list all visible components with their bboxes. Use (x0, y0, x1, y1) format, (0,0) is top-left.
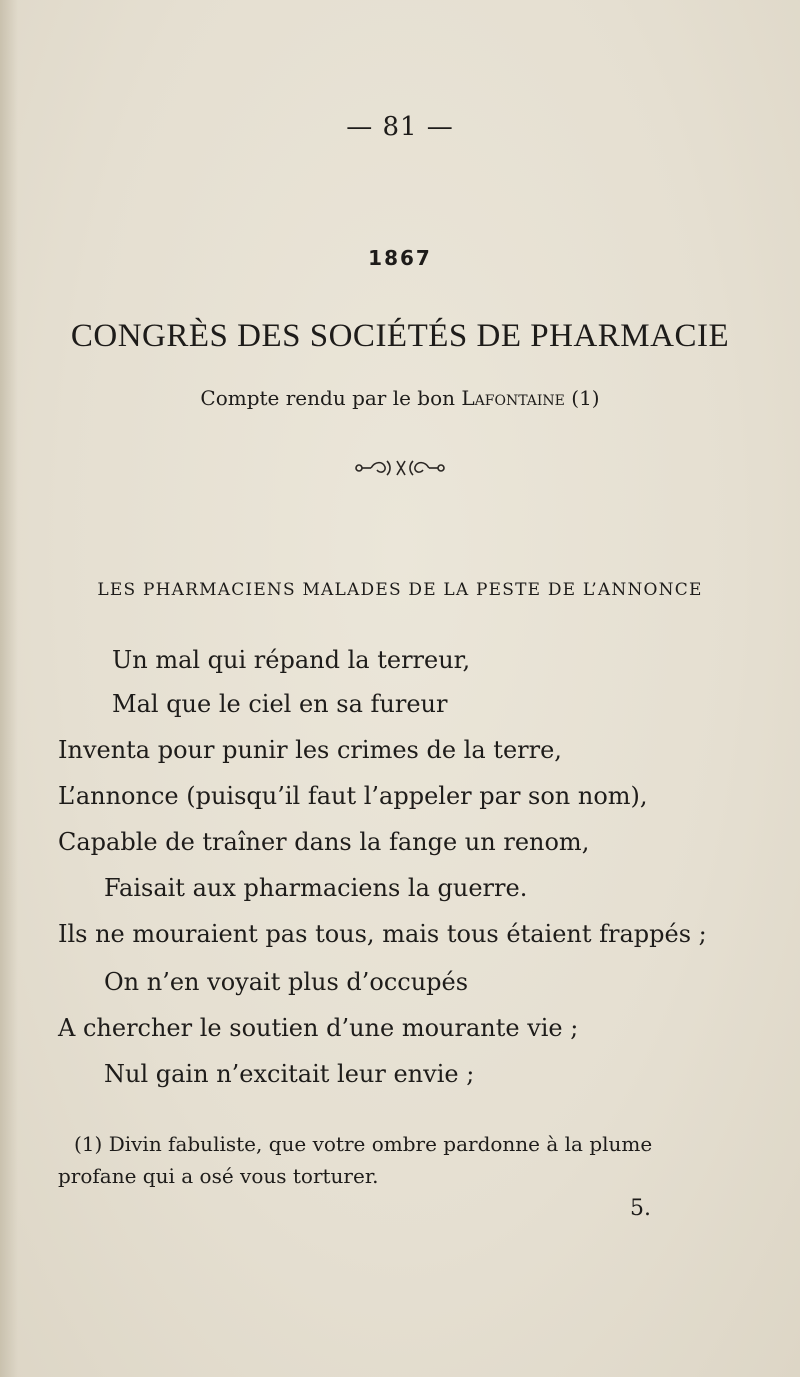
poem-line: A chercher le soutien d’une mourante vie ; (58, 1014, 579, 1042)
footnote (58, 1128, 718, 1192)
subtitle-prefix: Compte rendu par le bon (200, 386, 462, 410)
page-title: CONGRÈS DES SOCIÉTÉS DE PHARMACIE (70, 318, 730, 354)
fleuron-icon (353, 457, 447, 479)
page-edge-shadow (0, 0, 18, 1377)
poem-line: L’annonce (puisqu’il faut l’appeler par son nom), (58, 782, 648, 810)
poem-line: On n’en voyait plus d’occupés (104, 968, 469, 996)
year-heading: 1867 (368, 246, 432, 270)
poem-line: Capable de traîner dans la fange un renom, (58, 828, 590, 856)
footnote-line: profane qui a osé vous torturer. (58, 1164, 379, 1188)
footnote-line: (1) Divin fabuliste, que votre ombre pardonne à la plume (74, 1132, 653, 1156)
poem-line: Un mal qui répand la terreur, (112, 646, 471, 674)
page-number: — 81 — (346, 112, 454, 142)
subtitle-footnote-ref: (1) (564, 386, 600, 410)
subtitle (0, 386, 800, 410)
poem-line: Mal que le ciel en sa fureur (112, 690, 448, 718)
subtitle-author: Lafontaine (461, 386, 565, 410)
poem-line: Nul gain n’excitait leur envie ; (104, 1060, 475, 1088)
poem-line: Inventa pour punir les crimes de la terre, (58, 736, 562, 764)
section-heading: LES PHARMACIENS MALADES DE LA PESTE DE L’ANNONCE (97, 580, 703, 600)
signature-mark: 5. (630, 1196, 651, 1221)
ornament (0, 457, 800, 483)
poem-line: Ils ne mouraient pas tous, mais tous étaient frappés ; (58, 920, 707, 948)
poem-line: Faisait aux pharmaciens la guerre. (104, 874, 528, 902)
